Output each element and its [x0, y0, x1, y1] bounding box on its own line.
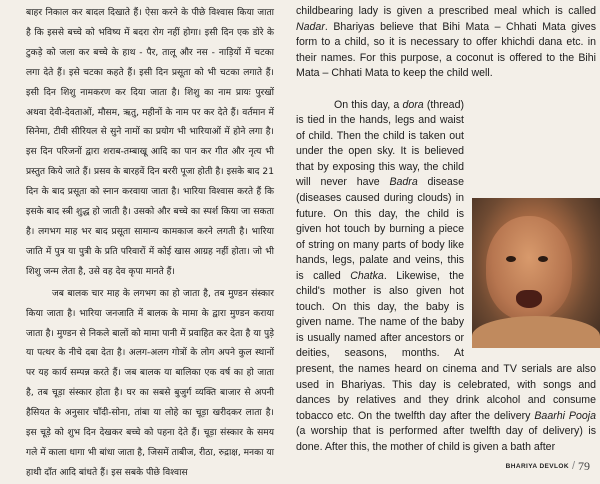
book-title: BHARIYA DEVLOK — [505, 462, 569, 470]
child-shoulder — [472, 316, 600, 348]
page-footer — [420, 458, 590, 474]
hindi-paragraph-2: जब बालक चार माह के लगभग का हो जाता है, तब मुण्डन संस्कार किया जाता है। भारिया जनजाति में बालक के मामा के द्वारा मुण्डन कराया जाता है। मुण्डन से निकले बालों को मामा पानी में प्रवाहित कर देता है या पुड़े या पत्थर के नीचे दबा देता है। अलग-अलग गोत्रों के लोग अपने कुल स्थानों पर यह कार्य सम्पन्न करते हैं। जब बालक या बालिका एक वर्ष का हो जाता है, तब चूड़ा संस्कार होता है। घर का सबसे बुजुर्ग व्यक्ति बाजार से अपनी हैसियत के अनुसार चाँदी-सोना, तांबा या लोहे का चूड़ा खरीदकर लाता है। इस चूड़े को शुभ दिन देखकर बच्चे को पहना देते हैं। चूड़ा संस्कार के समय गले में काला धागा भी बांधा जाता है, जिसमें ताबीज, रीठा, रुद्राक्ष, मनका या हाथी दाँत आदि बांधते हैं। इस सबके पीछे विश्वास — [26, 288, 274, 478]
english-paragraph-1-text-b: . Bhariyas believe that Bihi Mata – Chhati Mata gives form to a child, so it is necessary to offer khichdi dana etc. in their names. For this purpose, a coconut is offered to the Bihi Mata – Chhati Mata to keep the child well. — [296, 20, 596, 80]
child-mouth — [516, 290, 542, 308]
english-paragraph-2-text-e: (a worship that is performed after twelfth day of delivery) is done. After this, the mother of child is given a bath after — [296, 425, 596, 453]
child-photo — [472, 198, 600, 348]
child-eye-left — [506, 256, 516, 262]
hindi-text-column — [26, 4, 274, 484]
term-dora: dora — [402, 98, 424, 111]
footer-separator: / — [571, 460, 575, 472]
hindi-paragraph-1: बाहर निकाल कर बादल दिखाते हैं। ऐसा करने के पीछे विश्वास किया जाता है कि इससे बच्चे को भविष्य में बदरा रोग नहीं होगा। इसी दिन एक डोरे के टुकड़े को जला कर बच्चे के हाथ - पैर, तालू और नस - नाड़ियों में चटका लगा देते हैं। इसे चटका कहते हैं। इसी दिन प्रसूता को भी चटका लगाते हैं। इसी दिन शिशु नामकरण कर दिया जाता है। शिशु का नाम प्रायः पुरखों अथवा देवी-देवताओं, मौसम, ऋतु, महीनों के नाम पर कर देते हैं। वर्तमान में सिनेमा, टीवी सीरियल से सुने नामों का प्रयोग भी भारियाओं में होने लगा है। इस दिन परिजनों द्वारा शराब-तम्बाखू आदि का पान कर गीत और नृत्य भी प्रस्तुत किये जाते हैं। प्रसव के बारहवें दिन बररी पूजा होती है। इसके बाद 21 दिन के बाद प्रसूता को स्नान करवाया जाता है। भारिया विश्वास करते हैं कि इसके बाद स्त्री शुद्ध हो जाती है। उसको और बच्चे का स्पर्श किया जा सकता है। लगभग माह भर बाद प्रसूता सामान्य कामकाज करने लगती है। भारिया जाति में पुत्र या पुत्री के प्रति परिवारों में कोई खास आग्रह नहीं होता। जो भी शिशु जन्म लेता है, उसे वह देव कृपा मानते हैं। — [26, 8, 274, 277]
term-chatka: Chatka — [350, 269, 384, 282]
child-eye-right — [538, 256, 548, 262]
page-number: 79 — [578, 458, 590, 473]
term-nadar: Nadar — [296, 20, 325, 33]
english-paragraph-2-text-b: (thread) is tied in the hands, legs and waist of child. Then the child is taken out under the open sky. It is believed that by exposing this way, the child will never have — [296, 98, 464, 189]
term-baarhi-pooja: Baarhi Pooja — [534, 409, 596, 422]
english-paragraph-1 — [296, 4, 596, 82]
english-text-column — [296, 4, 596, 454]
term-badra: Badra — [389, 176, 418, 189]
english-paragraph-2-text-c: disease (diseases caused during clouds) in future. On this day, the child is given hot touch by burning a piece of string on many parts of body like hands, legs, palate and veins, this is called — [296, 176, 465, 282]
english-paragraph-2-text-d: . Likewise, the child's mother is also given hot touch. On this day, the baby is given name. The name of the baby is usually named after ancestors or deities, seasons, months. At present, the names heard on cinema and TV serials are also used in Bhariyas. This day is celebrated, with songs and dances by relatives and they drink alcohol and consume tobacco etc. On the twelfth day after the delivery — [296, 269, 596, 422]
english-paragraph-1-text-a: childbearing lady is given a prescribed meal which is called — [296, 5, 596, 17]
english-paragraph-2-text-a: On this day, a — [334, 98, 403, 111]
